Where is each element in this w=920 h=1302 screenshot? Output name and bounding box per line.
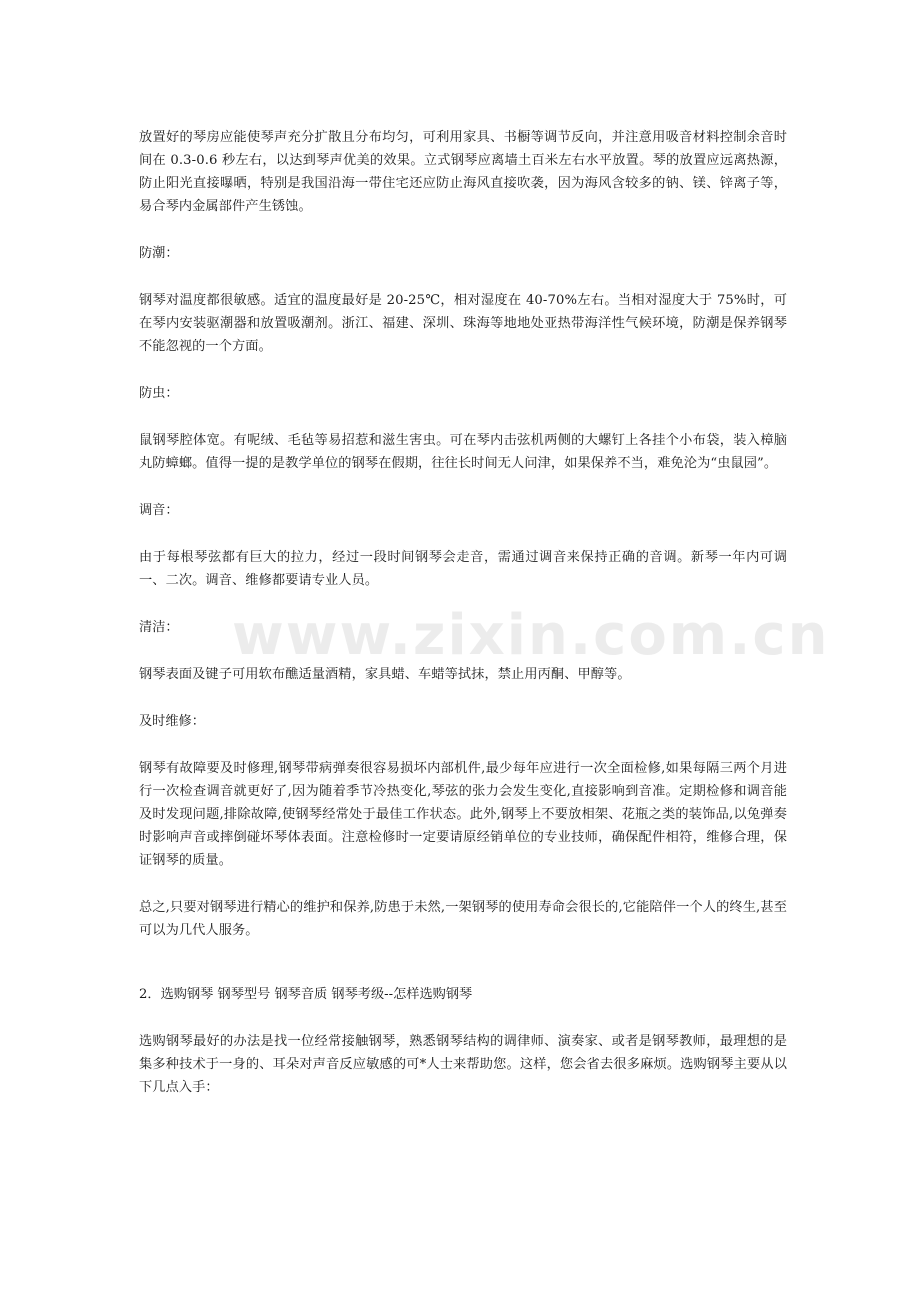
paragraph-tuning: 由于每根琴弦都有巨大的拉力，经过一段时间钢琴会走音，需通过调音来保持正确的音调。新琴一年内可调一、二次。调音、维修都要请专业人员。 (139, 550, 787, 588)
paragraph-summary: 总之,只要对钢琴进行精心的维护和保养,防患于未然,一架钢琴的使用寿命会很长的,它能陪伴一个人的终生,甚至可以为几代人服务。 (139, 900, 787, 938)
section-2-title: 2．选购钢琴 钢琴型号 钢琴音质 钢琴考级--怎样选购钢琴 (139, 987, 473, 1002)
heading-cleaning: 清洁： (139, 620, 179, 635)
document-body (139, 126, 787, 1099)
paragraph-placement: 放置好的琴房应能使琴声充分扩散且分布均匀，可利用家具、书橱等调节反向，并注意用吸音材料控制余音时间在 0.3-0.6 秒左右，以达到琴声优美的效果。立式钢琴应离墙土百米左右水平放置。琴的放置应远离热源，防止阳光直接曝晒，特别是我国沿海一带住宅还应防止海风直接吹袭，因为海风含较多的钠、镁、锌离子等，易合琴内金属部件产生锈蚀。 (139, 130, 787, 214)
heading-repair: 及时维修： (139, 714, 205, 729)
heading-tuning: 调音： (139, 503, 179, 518)
paragraph-moisture: 钢琴对温度都很敏感。适宜的温度最好是 20-25℃，相对湿度在 40-70%左右。当相对湿度大于 75%时，可在琴内安装驱潮器和放置吸潮剂。浙江、福建、深圳、珠海等地地处亚热带海洋性气候环境，防潮是保养钢琴不能忽视的一个方面。 (139, 293, 787, 354)
paragraph-section-2: 选购钢琴最好的办法是找一位经常接触钢琴，熟悉钢琴结构的调律师、演奏家、或者是钢琴教师，最理想的是集多种技术于一身的、耳朵对声音反应敏感的可*人士来帮助您。这样，您会省去很多麻烦。选购钢琴主要从以下几点入手： (139, 1034, 787, 1095)
paragraph-insects: 鼠钢琴腔体宽。有呢绒、毛毡等易招惹和滋生害虫。可在琴内击弦机两侧的大螺钉上各挂个小布袋，装入樟脑丸防蟑螂。值得一提的是教学单位的钢琴在假期，往往长时间无人问津，如果保养不当，难免沦为“虫鼠园”。 (139, 433, 787, 471)
heading-insects: 防虫： (139, 386, 179, 401)
heading-moisture: 防潮： (139, 246, 179, 261)
watermark: www.zixin.com.cn (232, 603, 830, 668)
paragraph-cleaning: 钢琴表面及键子可用软布醮适量酒精，家具蜡、车蜡等拭抹，禁止用丙酮、甲醇等。 (139, 667, 631, 682)
paragraph-repair: 钢琴有故障要及时修理,钢琴带病弹奏很容易损坏内部机件,最少每年应进行一次全面检修,如果每隔三两个月进行一次检查调音就更好了,因为随着季节冷热变化,琴弦的张力会发生变化,直接影响到音准。定期检修和调音能及时发现问题,排除故障,使钢琴经常处于最佳工作状态。此外,钢琴上不要放相架、花瓶之类的装饰品,以兔弹奏时影响声音或摔倒碰坏琴体表面。注意检修时一定要请原经销单位的专业技师，确保配件相符，维修合理，保证钢琴的质量。 (139, 761, 787, 868)
